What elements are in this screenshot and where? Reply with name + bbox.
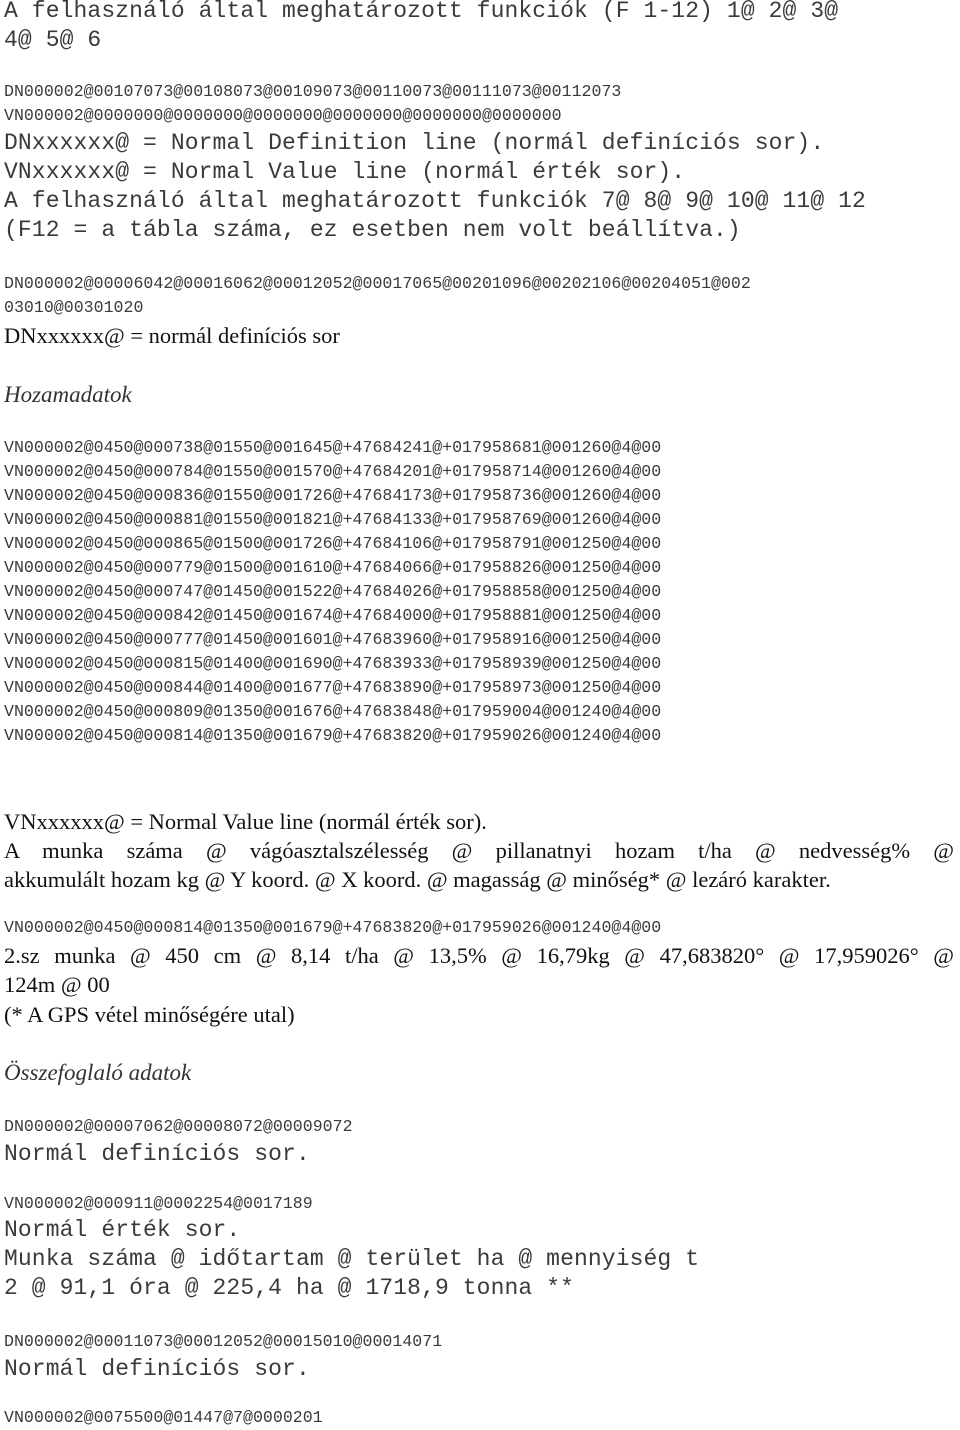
yield-row: VN000002@0450@000844@01400@001677@+47683890@+017958973@001250@4@00 <box>4 678 662 697</box>
dn-normal-definition-explanation: DNxxxxxx@ = normál definíciós sor <box>4 323 340 348</box>
f12-note: (F12 = a tábla száma, ez esetben nem volt beállítva.) <box>4 217 741 243</box>
user-functions-line-2: 4@ 5@ 6 <box>4 27 102 53</box>
yield-row: VN000002@0450@000779@01500@001610@+47684066@+017958826@001250@4@00 <box>4 558 662 577</box>
summary-heading: Összefoglaló adatok <box>4 1060 192 1085</box>
summary-dn-2-explanation: Normál definíciós sor. <box>4 1356 310 1382</box>
summary-dn-line-2: DN000002@00011073@00012052@00015010@00014071 <box>4 1332 443 1351</box>
dn-long-line-2: 03010@00301020 <box>4 298 144 317</box>
example-vn-line: VN000002@0450@000814@01350@001679@+47683820@+017959026@001240@4@00 <box>4 918 662 937</box>
dn-explanation: DNxxxxxx@ = Normal Definition line (normál definíciós sor). <box>4 130 825 156</box>
yield-row: VN000002@0450@000814@01350@001679@+47683820@+017959026@001240@4@00 <box>4 726 662 745</box>
example-decoded-line-1: 2.sz munka @ 450 cm @ 8,14 t/ha @ 13,5% @ 16,79kg @ 47,683820° @ 17,959026° @ <box>4 943 954 968</box>
yield-row: VN000002@0450@000738@01550@001645@+47684241@+017958681@001260@4@00 <box>4 438 662 457</box>
yield-heading: Hozamadatok <box>4 382 132 407</box>
summary-vn-1-explanation: Normál érték sor. <box>4 1217 241 1243</box>
example-decoded-line-2: 124m @ 00 <box>4 972 110 997</box>
yield-row: VN000002@0450@000747@01450@001522@+47684026@+017958858@001250@4@00 <box>4 582 662 601</box>
vn-value-explanation: VNxxxxxx@ = Normal Value line (normál érték sor). <box>4 809 487 834</box>
summary-dn-line-1: DN000002@00007062@00008072@00009072 <box>4 1117 353 1136</box>
dn-definition-line: DN000002@00107073@00108073@00109073@00110073@00111073@00112073 <box>4 82 622 101</box>
yield-row: VN000002@0450@000836@01550@001726@+47684173@+017958736@001260@4@00 <box>4 486 662 505</box>
vn-explanation: VNxxxxxx@ = Normal Value line (normál érték sor). <box>4 159 686 185</box>
yield-data-list <box>0 436 960 748</box>
yield-row: VN000002@0450@000881@01550@001821@+47684133@+017958769@001260@4@00 <box>4 510 662 529</box>
gps-quality-note: (* A GPS vétel minőségére utal) <box>4 1002 295 1027</box>
summary-fields: Munka száma @ időtartam @ terület ha @ mennyiség t <box>4 1246 700 1272</box>
yield-row: VN000002@0450@000809@01350@001676@+47683848@+017959004@001240@4@00 <box>4 702 662 721</box>
vn-value-line: VN000002@0000000@0000000@0000000@0000000@0000000@0000000 <box>4 106 562 125</box>
summary-dn-1-explanation: Normál definíciós sor. <box>4 1141 310 1167</box>
yield-row: VN000002@0450@000842@01450@001674@+47684000@+017958881@001250@4@00 <box>4 606 662 625</box>
yield-row: VN000002@0450@000815@01400@001690@+47683933@+017958939@001250@4@00 <box>4 654 662 673</box>
summary-values: 2 @ 91,1 óra @ 225,4 ha @ 1718,9 tonna ** <box>4 1275 574 1301</box>
user-functions-line-1: A felhasználó által meghatározott funkciók (F 1-12) 1@ 2@ 3@ <box>4 0 839 24</box>
summary-vn-line-1: VN000002@000911@0002254@0017189 <box>4 1194 313 1213</box>
dn-long-line-1: DN000002@00006042@00016062@00012052@00017065@00201096@00202106@00204051@002 <box>4 274 751 293</box>
user-functions-7-12: A felhasználó által meghatározott funkciók 7@ 8@ 9@ 10@ 11@ 12 <box>4 188 866 214</box>
yield-row: VN000002@0450@000777@01450@001601@+47683960@+017958916@001250@4@00 <box>4 630 662 649</box>
yield-row: VN000002@0450@000784@01550@001570@+47684201@+017958714@001260@4@00 <box>4 462 662 481</box>
yield-row: VN000002@0450@000865@01500@001726@+47684106@+017958791@001250@4@00 <box>4 534 662 553</box>
field-list-line-1: A munka száma @ vágóasztalszélesség @ pillanatnyi hozam t/ha @ nedvesség% @ <box>4 838 954 863</box>
field-list-line-2: akkumulált hozam kg @ Y koord. @ X koord. @ magasság @ minőség* @ lezáró karakter. <box>4 867 831 892</box>
summary-vn-line-2: VN000002@0075500@01447@7@0000201 <box>4 1408 323 1427</box>
